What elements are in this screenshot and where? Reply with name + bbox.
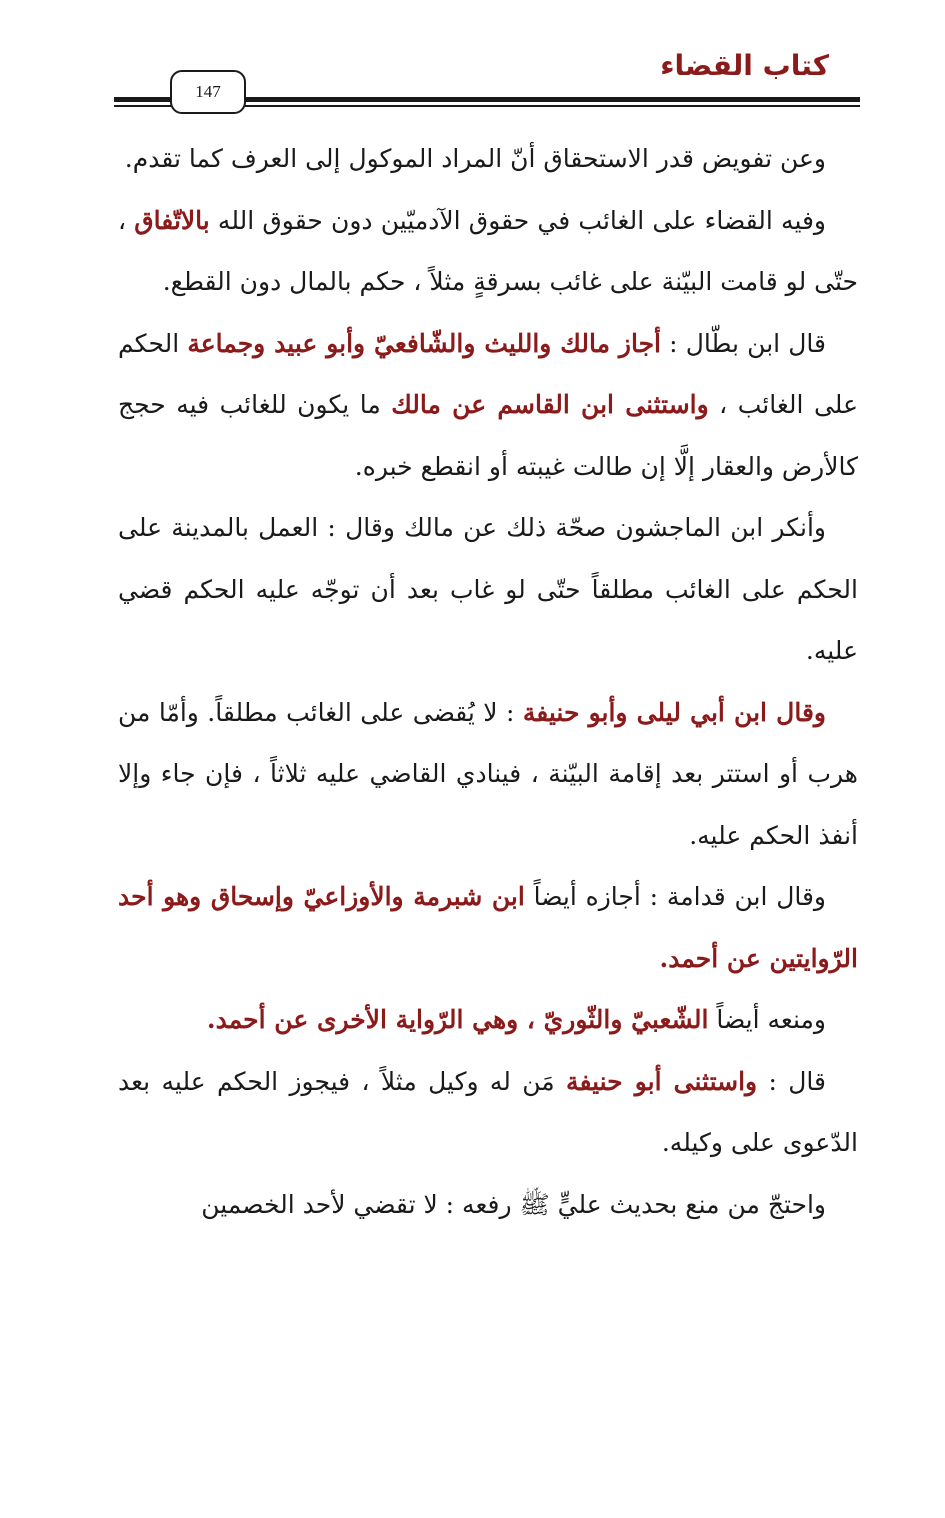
page-header: [0, 0, 945, 130]
highlighted-phrase: الشّعبيّ والثّوريّ ، وهي الرّواية الأخرى عن أحمد.: [206, 1005, 709, 1034]
highlighted-phrase: واستثنى أبو حنيفة: [566, 1066, 758, 1096]
highlighted-phrase: بالاتّفاق: [134, 205, 210, 235]
body-text: [118, 128, 858, 1235]
paragraph: [118, 497, 858, 682]
paragraph: [118, 1051, 858, 1174]
paragraph: [118, 682, 858, 867]
paragraph: [118, 1174, 858, 1236]
paragraph: [118, 313, 858, 498]
text-run: واحتجّ من منع بحديث عليٍّ ﷺ رفعه : لا تقضي لأحد الخصمين: [201, 1189, 826, 1219]
text-run: الحكم على الغائب ،: [118, 328, 858, 419]
text-run: وفيه القضاء على الغائب في حقوق الآدميّين دون حقوق الله: [209, 205, 827, 235]
book-title: كتاب القضاء: [660, 49, 829, 82]
text-run: وقال ابن قدامة : أجازه أيضاً: [524, 882, 826, 911]
paragraph: [118, 190, 858, 313]
highlighted-phrase: وقال ابن أبي ليلى وأبو حنيفة: [522, 697, 826, 727]
paragraph: [118, 866, 858, 989]
text-run: قال :: [757, 1066, 826, 1096]
page-number: 147: [170, 70, 246, 114]
text-run: : لا يُقضى على الغائب مطلقاً. وأمّا من هرب أو استتر بعد إقامة البيّنة ، فينادي القاضي عليه ثلاثاً ، فإن جاء وإلا أنفذ الحكم عليه.: [118, 697, 858, 850]
text-run: قال ابن بطّال :: [661, 328, 827, 358]
text-run: ، حتّى لو قامت البيّنة على غائب بسرقةٍ مثلاً ، حكم بالمال دون القطع.: [118, 205, 858, 296]
text-run: ومنعه أيضاً: [708, 1005, 826, 1034]
highlighted-phrase: واستثنى ابن القاسم عن مالك: [391, 390, 709, 419]
highlighted-phrase: أجاز مالك والليث والشّافعيّ وأبو عبيد وجماعة: [187, 328, 661, 358]
text-run: ما يكون للغائب فيه حجج كالأرض والعقار إلَّا إن طالت غيبته أو انقطع خبره.: [118, 390, 858, 481]
text-run: وأنكر ابن الماجشون صحّة ذلك عن مالك وقال : العمل بالمدينة على الحكم على الغائب مطلقاً حتّى لو غاب بعد أن توجّه عليه الحكم قضي عليه.: [118, 513, 858, 665]
highlighted-phrase: ابن شبرمة والأوزاعيّ وإسحاق وهو أحد الرّوايتين عن أحمد.: [118, 882, 858, 973]
paragraph: [118, 989, 858, 1051]
paragraph: [118, 128, 858, 190]
text-run: وعن تفويض قدر الاستحقاق أنّ المراد الموكول إلى العرف كما تقدم.: [124, 144, 826, 173]
text-run: مَن له وكيل مثلاً ، فيجوز الحكم عليه بعد الدّعوى على وكيله.: [118, 1066, 858, 1157]
